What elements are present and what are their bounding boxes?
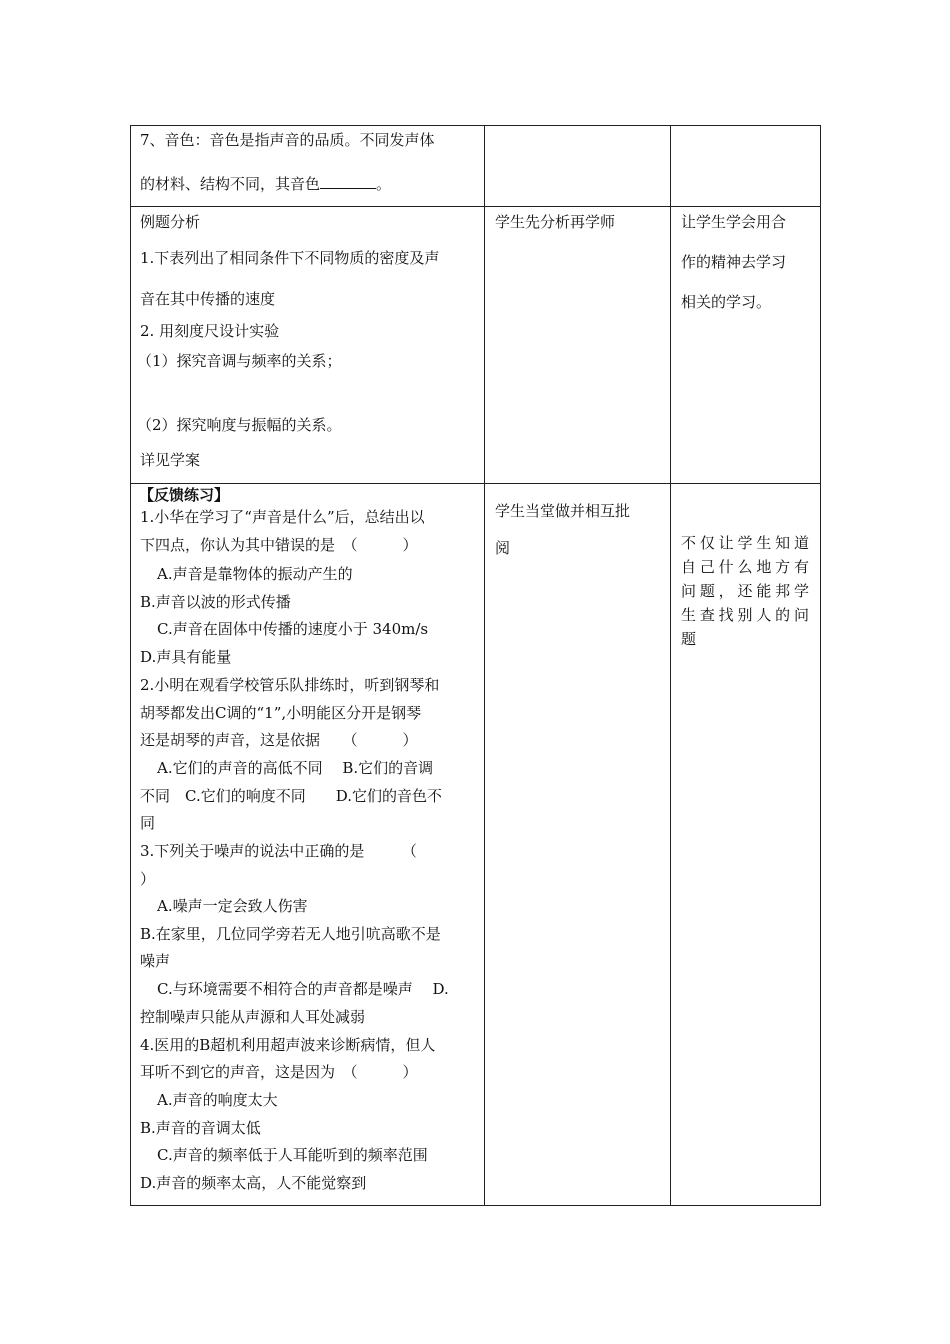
text-line: A.噪声一定会致人伤害 [157,897,308,915]
text-line: 4.医用的B超机利用超声波来诊断病情，但人 [140,1036,436,1054]
table-row [131,484,821,1206]
table-cell [485,484,671,1206]
text-line: 不仅让学生知道 [681,534,809,552]
text-line: D.声具有能量 [140,648,232,666]
table-cell [485,126,671,207]
text-line: A.它们的声音的高低不同 B.它们的音调 [157,759,434,777]
text-line: 7、音色：音色是指声音的品质。不同发声体 [140,131,435,149]
text-line: 自己什么地方有 [681,558,809,576]
text-line: 3.下列关于噪声的说法中正确的是 （ [140,842,417,860]
text-line: （1）探究音调与频率的关系； [137,352,342,370]
table-cell [131,207,485,484]
text-line: 阅 [495,539,511,557]
text-line: B.声音以波的形式传播 [140,593,291,611]
text-line [140,173,391,194]
text-line: A.声音是靠物体的振动产生的 [157,565,353,583]
text-line: 相关的学习。 [681,293,772,311]
section-heading: 【反馈练习】 [139,486,230,504]
text-line: C.声音在固体中传播的速度小于 340m/s [157,620,429,638]
text-line: A.声音的响度太大 [157,1091,278,1109]
table-cell [671,207,821,484]
text-line-part: 的材料、结构不同，其音色 [140,175,321,193]
text-line: 下四点，你认为其中错误的是 （ ） [140,536,418,554]
table-row [131,126,821,207]
text-line: 2.小明在观看学校管乐队排练时，听到钢琴和 [140,676,440,694]
text-line: （2）探究响度与振幅的关系。 [137,416,342,434]
text-line: C.与环境需要不相符合的声音都是噪声 D. [157,980,449,998]
text-line: ） [140,870,156,888]
text-line: 1.小华在学习了“声音是什么”后，总结出以 [140,508,425,526]
text-line: B.声音的音调太低 [140,1119,261,1137]
text-line: 2. 用刻度尺设计实验 [140,322,280,340]
table-cell [671,126,821,207]
fill-in-blank [320,176,376,189]
text-line: 生查找别人的问 [681,606,809,624]
text-line: C.声音的频率低于人耳能听到的频率范围 [157,1146,428,1164]
text-line: 还是胡琴的声音，这是依据 （ ） [140,731,418,749]
table-cell [671,484,821,1206]
table-cell [131,126,485,207]
text-line: 题 [681,630,697,648]
lesson-plan-table [130,125,821,1206]
text-line: 控制噪声只能从声源和人耳处减弱 [140,1008,366,1026]
table-cell [131,484,485,1206]
text-line-part: 。 [376,175,392,193]
text-line: 1.下表列出了相同条件下不同物质的密度及声 [140,249,440,267]
text-line: D.声音的频率太高，人不能觉察到 [140,1174,367,1192]
text-line: 让学生学会用合 [681,213,787,231]
text-line: 噪声 [140,952,171,970]
section-heading: 例题分析 [140,213,201,231]
text-line: 学生当堂做并相互批 [495,502,631,520]
text-line: B.在家里，几位同学旁若无人地引吭高歌不是 [140,925,441,943]
text-line: 胡琴都发出C调的“1”,小明能区分开是钢琴 [140,704,422,722]
text-line: 耳听不到它的声音，这是因为 （ ） [140,1063,418,1081]
text-line: 学生先分析再学师 [495,213,616,231]
text-line: 详见学案 [140,451,201,469]
text-line: 音在其中传播的速度 [140,290,276,308]
table-row [131,207,821,484]
text-line: 作的精神去学习 [681,253,787,271]
table-cell [485,207,671,484]
text-line: 不同 C.它们的响度不同 D.它们的音色不 [140,787,442,805]
text-line: 同 [140,814,156,832]
text-line: 问题，还能邦学 [681,582,809,600]
